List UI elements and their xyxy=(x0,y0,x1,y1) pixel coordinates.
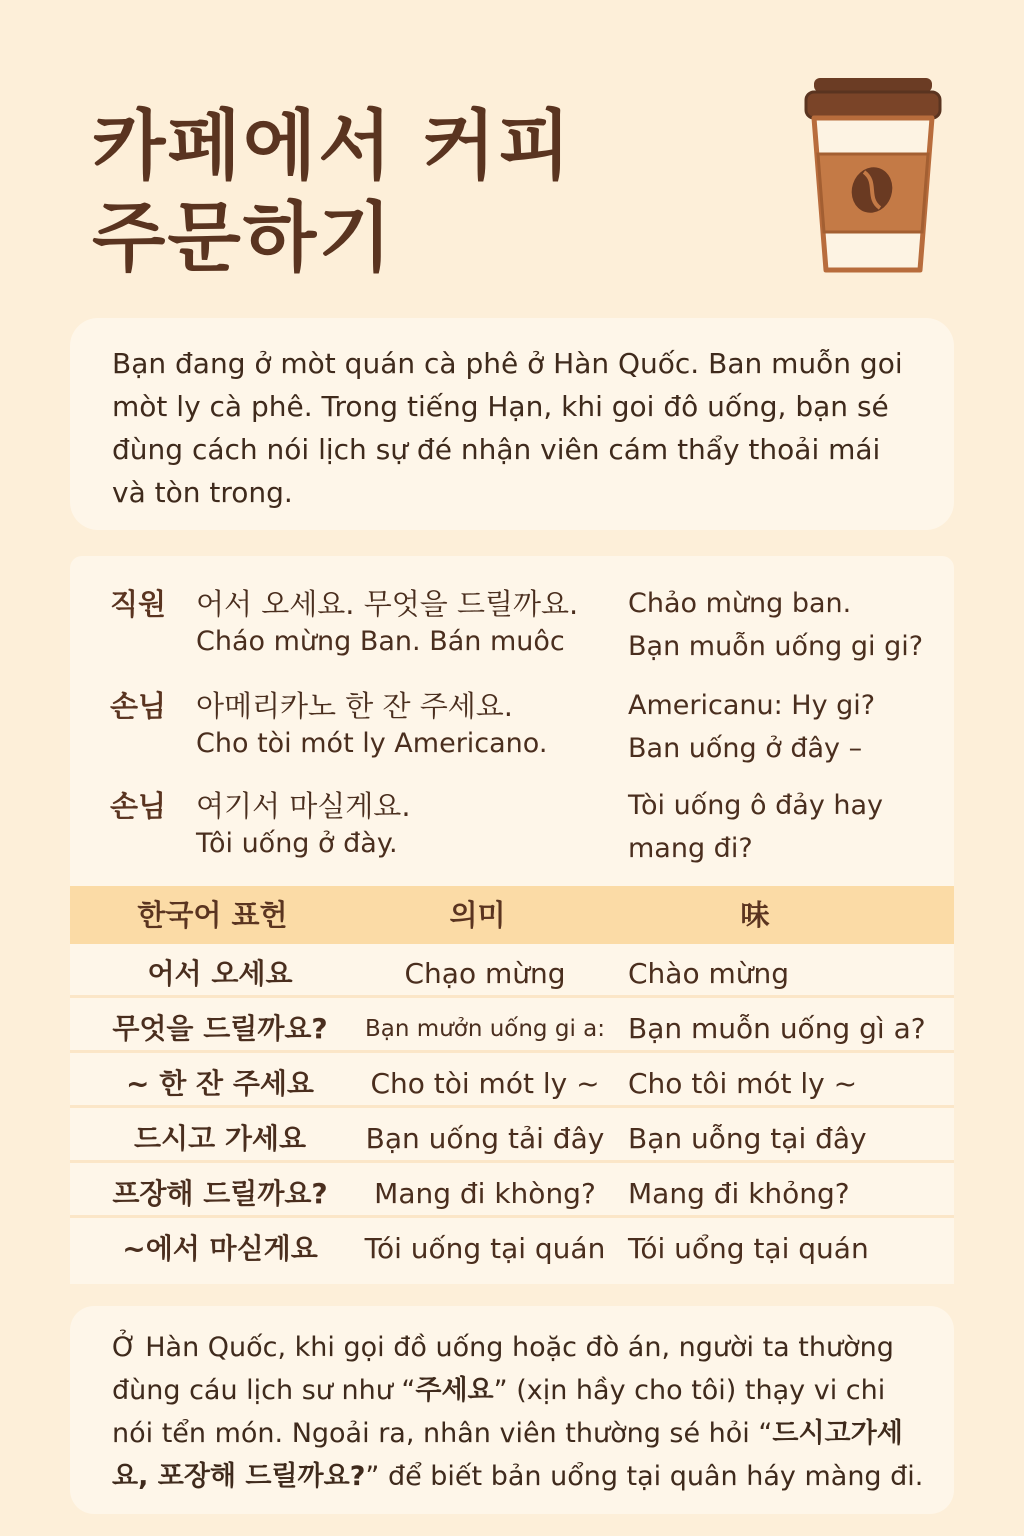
note-highlight: 주세요 xyxy=(415,1375,494,1406)
korean-expression: 무엇을 드릴까요? xyxy=(112,1012,328,1045)
translation-line: Tòi uống ô đảy hay xyxy=(628,790,884,821)
coffee-cup-icon xyxy=(800,74,946,278)
korean-sentence: 아메리카노 한 잔 주세요. xyxy=(196,689,514,723)
table-header xyxy=(70,886,954,944)
title-line-1: 카페에서 커피 xyxy=(92,101,573,190)
vietnamese-sentence: Cho tòi mót ly Americano. xyxy=(196,728,548,759)
note-highlight: 드시고가세요, 포장해 드릴까요? xyxy=(112,1418,903,1492)
translation: Mang đi khỏng? xyxy=(628,1177,850,1210)
translation-line: Americanu: Hy gi? xyxy=(628,690,876,721)
translation: Tói uổng tại quán xyxy=(628,1232,869,1265)
translation-line: Bạn muỗn uống gi gi? xyxy=(628,631,924,662)
column-header-meaning: 의미 xyxy=(449,898,506,932)
korean-sentence: 여기서 마실게요. xyxy=(196,789,411,823)
table-row xyxy=(70,1001,954,1053)
meaning: Bạn uống tải đây xyxy=(365,1122,605,1155)
speaker-label: 손님 xyxy=(110,789,167,823)
translation: Bạn uỗng tại đây xyxy=(628,1122,867,1155)
korean-expression: 드시고 가세요 xyxy=(133,1122,307,1155)
meaning: Bạn mưởn uống gi a: xyxy=(365,1016,605,1042)
column-header-korean: 한국어 표헌 xyxy=(137,898,288,932)
table-row xyxy=(70,946,954,998)
intro-card xyxy=(70,318,954,530)
note-text: ” để biết bản uổng tại quân háy màng đi. xyxy=(365,1461,924,1492)
korean-expression: ~에서 마싣게요 xyxy=(122,1232,318,1265)
translation xyxy=(628,784,883,870)
vietnamese-sentence: Tôi uống ở đày. xyxy=(196,828,398,859)
expression-table xyxy=(70,944,954,1284)
page-title xyxy=(92,100,573,284)
meaning: Cho tòi mót ly ~ xyxy=(370,1067,600,1100)
speaker-label: 손님 xyxy=(110,689,167,723)
korean-expression: ~ 한 잔 주세요 xyxy=(126,1067,314,1100)
translation-line: Chảo mừng ban. xyxy=(628,588,852,619)
korean-expression: 어서 오세요 xyxy=(147,957,293,990)
translation-line: Ban uống ở đây – xyxy=(628,733,863,764)
intro-text: Bạn đang ở mòt quán cà phê ở Hàn Quốc. Ban muỗn goi mòt ly cà phê. Trong tiếng Hạn, khi goi đô uống, bạn sé đùng cách nói lịch sự đé nhận viên cám thẩy thoải mái và tòn trong. xyxy=(112,347,903,509)
translation xyxy=(628,582,923,668)
translation-line: mang đi? xyxy=(628,833,753,864)
korean-expression: 프장해 드릴까요? xyxy=(112,1177,328,1210)
table-row xyxy=(70,1056,954,1108)
table-row xyxy=(70,1221,954,1273)
meaning: Tói uống tại quán xyxy=(364,1232,606,1265)
translation xyxy=(628,684,875,770)
speaker-label: 직원 xyxy=(110,587,167,621)
vietnamese-sentence: Cháo mừng Ban. Bán muôc xyxy=(196,626,565,657)
table-row xyxy=(70,1166,954,1218)
dialogue-section xyxy=(70,556,954,886)
translation: Chào mừng xyxy=(628,957,790,990)
meaning: Mang đi khòng? xyxy=(374,1177,596,1210)
note-text: Ở Hàn Quốc, khi gọi đồ uống hoặc đò án, người ta thường đùng cáu lịch sư như “ xyxy=(112,1332,894,1406)
meaning: Chạo mừng xyxy=(404,957,566,990)
korean-sentence: 어서 오세요. 무엇을 드릴까요. xyxy=(196,587,579,621)
table-row xyxy=(70,1111,954,1163)
translation: Cho tôi mót ly ~ xyxy=(628,1067,858,1100)
cultural-note xyxy=(70,1306,954,1514)
translation: Bạn muỗn uống gì a? xyxy=(628,1012,926,1045)
column-header-translation: 味 xyxy=(740,898,770,932)
note-text: ” (xịn hầy cho tôi) thạy vi chi nói tển món. Ngoải ra, nhân viên thường sé hỏi “ xyxy=(112,1375,886,1449)
title-line-2: 주문하기 xyxy=(92,193,394,282)
